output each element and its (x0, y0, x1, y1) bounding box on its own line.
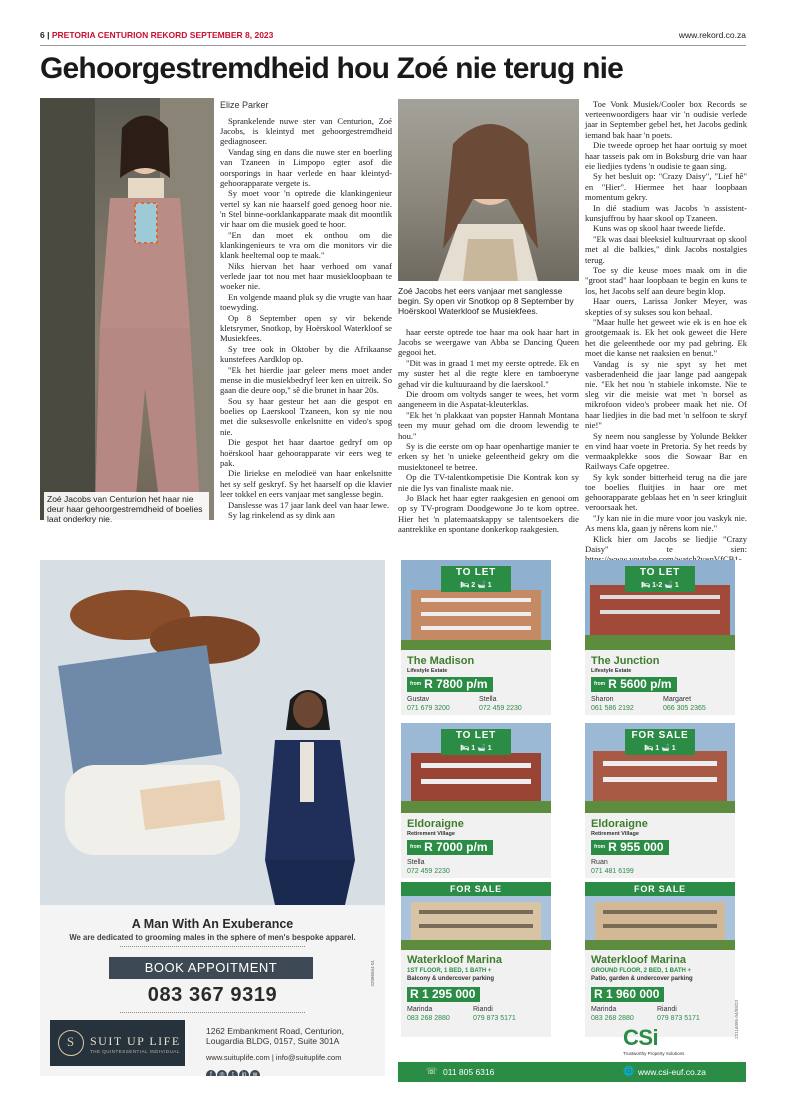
listing-estate: Retirement Village (591, 831, 639, 837)
suitup-address: 1262 Embankment Road, Centurion, Lougardia BLDG, 0157, Suite 301A (206, 1026, 344, 1046)
suitup-slogan: A Man With An Exuberance (131, 917, 294, 931)
contact-number[interactable]: 071 679 3200 (407, 705, 450, 712)
listing-contact (657, 1005, 700, 1023)
listing-contact (591, 695, 634, 713)
listing-detail: GROUND FLOOR, 2 BED, 1 BATH + (591, 968, 692, 974)
article-paragraph: En volgende maand pluk sy die vrugte van haar toewyding. (220, 291, 392, 313)
ribbon-label: FOR SALE (631, 730, 689, 741)
header-website[interactable]: www.rekord.co.za (678, 30, 746, 40)
price-value: R 7000 p/m (424, 840, 488, 854)
linkedin-icon[interactable]: in (239, 1070, 249, 1076)
contact-name: Sharon (591, 696, 614, 703)
listing-name: The Madison (407, 655, 475, 667)
page-number: 6 (40, 30, 45, 40)
article-paragraph: Die droom om voltyds sanger te wees, het vorm aangeneem in die Aspatat-kleuterklas. (398, 389, 579, 410)
article-paragraph: Kuns was op skool haar tweede liefde. (593, 223, 726, 234)
csi-logo-mark: CSi (623, 1025, 659, 1050)
suitup-brand: SUIT UP LIFE (90, 1034, 181, 1048)
article-headline: Gehoorgestremdheid hou Zoé nie terug nie (40, 52, 624, 85)
listing-detail: Balcony & undercover parking (407, 976, 495, 982)
suitup-divider (120, 946, 305, 947)
article-paragraph: Sprankelende nuwe ster van Centurion, Zoé Jacobs, is kleintyd met gehoorgestremdheid gediagnoseer. (220, 116, 392, 147)
price-prefix: from (594, 844, 606, 851)
price-value: R 5600 p/m (608, 677, 672, 691)
article-paragraph: Toe sy die keuse moes maak om in die "groot stad" haar loopbaan te begin en kuns te los, het Jacobs self aan deure begin klop. (585, 265, 747, 296)
listing-name: Eldoraigne (407, 818, 464, 830)
suitup-brand-tagline: THE QUINTESSENTIAL INDIVIDUAL (90, 1049, 180, 1054)
ribbon-label: TO LET (639, 567, 681, 578)
article-photo-secondary (398, 99, 579, 281)
listing-ribbon: FOR SALE (401, 882, 551, 896)
price-value: R 955 000 (608, 840, 664, 854)
contact-number[interactable]: 083 268 2880 (407, 1015, 450, 1022)
suitup-social-icons (206, 1063, 261, 1076)
listing-contact (663, 695, 706, 713)
listing-card-junction[interactable] (585, 560, 735, 715)
contact-number[interactable]: 079 873 5171 (473, 1015, 516, 1022)
article-paragraph: Op die TV-talentkompetisie Die Kontrak kon sy nie die lys van finaliste maak nie. (398, 472, 579, 493)
article-paragraph: In dié stadium was Jacobs 'n assistent-kunsjuffrou by haar skool op Tzaneen. (585, 202, 747, 223)
article-paragraph: Sou sy haar gesteur het aan die gespot en boelies op Laerskool Tzaneen, kon sy nie nou met die suksesvolle enkelsnitte en video's spog nie. (220, 395, 392, 437)
listing-estate: Lifestyle Estate (591, 668, 632, 674)
contact-name: Ruan (591, 859, 608, 866)
listing-estate: Lifestyle Estate (407, 668, 448, 674)
article-byline: Elize Parker (220, 100, 269, 110)
bed-bath-icons: 🛏 1-2 🛁 1 (641, 582, 679, 589)
price-prefix: from (410, 681, 422, 688)
header-rule (40, 45, 746, 46)
suitup-logo (50, 1020, 185, 1066)
csi-website[interactable]: www.csi-euf.co.za (638, 1067, 707, 1077)
listing-name: Waterkloof Marina (591, 954, 686, 966)
csi-phone[interactable]: 011 805 6316 (443, 1067, 495, 1077)
csi-ad-code: 22116095-04/09/23 (734, 1000, 739, 1039)
listing-contact (591, 858, 634, 876)
suitup-advert[interactable] (40, 560, 385, 1076)
listing-card-marina-1[interactable] (401, 882, 551, 1037)
article-paragraph: "En dan moet ek onthou om die klankingenieurs te vra om die monitors vir die klank heeltemal oop te maak." (220, 229, 392, 261)
header-left (40, 30, 273, 40)
article-column-2 (398, 327, 579, 535)
article-paragraph: "Ek was daai bleeksiel kultuurvraat op skool met al die balkies," dink Jacobs nostalgies terug. (585, 234, 747, 265)
article-paragraph: Sy het besluit op: "Crazy Daisy", "Lief hê" en "Hier". Hiermee het haar loopbaan momentum gekry. (585, 171, 747, 202)
article-paragraph: haar eerste optrede toe haar ma ook haar hart in Jacobs se weergawe van Abba se Dancing Queen gegooi het. (398, 327, 579, 358)
twitter-icon[interactable]: t (228, 1070, 238, 1076)
article-paragraph: Sy tree ook in Oktober by die Afrikaanse kunstefees Aardklop op. (220, 343, 392, 365)
listing-price (591, 677, 677, 692)
photo-secondary-caption: Zoé Jacobs het eers vanjaar met sanglesse begin. Sy open vir Snotkop op 8 September by Hoërskool Waterkloof se Musiekfees. (398, 286, 574, 316)
article-paragraph: "Jy kan nie in die mure voor jou vaskyk nie. As mens kla, gaan jy nêrens kom nie." (585, 513, 747, 534)
suitup-logo-initial: S (66, 1034, 75, 1049)
price-prefix: from (594, 681, 606, 688)
csi-contact-bar (398, 1062, 746, 1082)
listing-name: Eldoraigne (591, 818, 648, 830)
article-paragraph: Toe Vonk Musiek/Cooler box Records se verteenwoordigers haar vir 'n oudisie verlede jaar in September gebel het, het Jacobs gedink iemand bak haar 'n poets. (585, 99, 747, 140)
article-column-3 (585, 99, 747, 575)
suitup-divider-2 (120, 1012, 305, 1013)
suitup-ad-code: 22086564-01 (370, 960, 375, 987)
suitup-phone[interactable]: 083 367 9319 (147, 984, 278, 1006)
price-value: R 7800 p/m (424, 677, 488, 691)
suitup-web[interactable]: www.suituplife.com | info@suituplife.com (206, 1053, 342, 1062)
phone-icon: ☏ (426, 1066, 438, 1076)
listing-price: R 1 295 000 (407, 987, 480, 1002)
article-paragraph: "Ek het 'n plakkaat van popster Hannah Montana teen my muur gehad om die droom lewendig te hou." (398, 410, 579, 441)
contact-name: Riandi (657, 1006, 677, 1013)
advert-illustration (40, 560, 385, 905)
page-header (40, 30, 746, 44)
contact-name: Riandi (473, 1006, 493, 1013)
contact-name: Stella (407, 859, 425, 866)
listing-ribbon (441, 566, 511, 592)
article-paragraph: "Maar hulle het geweet wie ek is en hoe ek grootgemaak is. Ek het ook geweet die Here het die geleenthede oor my pad gebring. Ek moet die kanse net raaksien en benut." (585, 317, 747, 358)
listing-name: Waterkloof Marina (407, 954, 502, 966)
ribbon-label: TO LET (455, 567, 497, 578)
article-column-1 (220, 116, 392, 521)
article-paragraph: Die gespot het haar daartoe gedryf om op hoërskool haar gehoorapparate vir eers weg te pak. (220, 437, 392, 468)
listing-contact (407, 1005, 450, 1023)
listing-card-marina-2[interactable] (585, 882, 735, 1037)
photo-main-caption: Zoé Jacobs van Centurion het haar nie deur haar gehoorgestremdheid of boelies laat onderkry nie. (44, 492, 209, 526)
article-paragraph: Vandag sing en dans die nuwe ster en boerling van Tzaneen in Limpopo egter asof die oorsporings in haar verlede en haar kleintyd-gehoorapparate vergete is. (220, 147, 392, 188)
article-paragraph: Danslesse was 17 jaar lank deel van haar lewe. (228, 499, 390, 510)
instagram-icon[interactable]: ◎ (217, 1070, 227, 1076)
listing-ribbon: FOR SALE (585, 882, 735, 896)
listing-estate: Retirement Village (407, 831, 455, 837)
listing-card-eldoraigne-sale[interactable] (585, 723, 735, 878)
listing-name: The Junction (591, 655, 660, 667)
article-paragraph: Jo Black het haar egter raakgesien en genooi om op sy TV-program Doodgewone Jo te kom optree. Hier het 'n platemaatskappy se talentsoekers die aantreklike en spontane donkerkop raakgesien. (398, 493, 579, 534)
ribbon-label: TO LET (455, 730, 497, 741)
suitup-subslogan: We are dedicated to grooming males in the sphere of men's bespoke apparel. (69, 933, 356, 942)
article-paragraph: Klick hier om Jacobs se liedjie "Crazy Daisy" te sien: (585, 534, 747, 555)
book-appointment-button[interactable]: BOOK APPOITMENT (109, 957, 313, 979)
listing-ribbon (441, 729, 511, 755)
globe-icon: 🌐 (623, 1066, 635, 1076)
csi-logo (623, 1025, 684, 1056)
listing-contact (591, 1005, 634, 1023)
photo-illustration (398, 99, 579, 281)
article-paragraph: Die tweede oproep het haar oortuig sy moet haar tasseis pak om in Boksburg drie van haar eie liedjies tydens 'n oudisie te gaan sing. (585, 140, 747, 171)
article-paragraph: Sy is die eerste om op haar openhartige manier te erken sy het 'n unieke geleentheid gekry om die musiektoneel te betree. (398, 441, 579, 472)
contact-name: Gustav (407, 696, 430, 703)
bed-bath-icons: 🛏 1 🛁 1 (644, 745, 676, 752)
listing-detail: 1ST FLOOR, 1 BED, 1 BATH + (407, 968, 492, 974)
listing-price: R 1 960 000 (591, 987, 664, 1002)
whatsapp-icon[interactable]: w (250, 1070, 260, 1076)
contact-number[interactable]: 072 459 2230 (479, 705, 522, 712)
price-prefix: from (410, 844, 422, 851)
listing-contact (473, 1005, 516, 1023)
listing-contact (479, 695, 522, 713)
article-paragraph: Vandag is sy nie spyt sy het met vasberadenheid die jaar lange pad aangepak nie. "Ek het nou 'n stabiele inkomste. Nie te sleg vir die meisie wat met 'n borsel as mikrofoon video's probeer maak het nie. Of haar liedjies in die bad met 'n selfoon te skryf nie!" (585, 358, 747, 430)
article-paragraph: Sy kyk sonder bitterheid terug na die jare toe boelies fluitjies in haar ore met gehoorapparate geblaas het en 'n seer kringluit veroorsaak het. (585, 471, 747, 513)
article-paragraph: "Ek het hierdie jaar geleer mens moet ander mense in die musiekbedryf leer ken en uitreik. So gaan die deure oop," sê die brunet in haar 20s. (220, 364, 392, 396)
article-paragraph: Sy neem nou sanglesse by Yolunde Bekker en vind haar voete in Pretoria. Sy het reeds by vermaakplekke soos die Sowaar Bar en Railways Cafe opgetree. (585, 430, 747, 472)
listing-contact (407, 695, 450, 713)
photo-illustration (40, 98, 214, 520)
csi-property-advert[interactable] (398, 560, 746, 1082)
listing-ribbon (625, 566, 695, 592)
contact-number[interactable]: 071 481 6199 (591, 868, 634, 875)
listing-price (407, 840, 493, 855)
suitup-photo-collage (40, 560, 385, 905)
contact-number[interactable]: 083 268 2880 (591, 1015, 634, 1022)
article-paragraph: "Dit was in graad 1 met my eerste optrede. Ek en my suster het al die regte klere en tamboeryne gehad vir die kultuuraand by die laerskool." (398, 358, 579, 389)
article-photo-main (40, 98, 214, 520)
contact-name: Margaret (663, 696, 692, 703)
listing-ribbon (625, 729, 695, 755)
header-separator: | (47, 30, 50, 40)
article-paragraph: Haar ouers, Larissa Jonker Meyer, was skepties of sy sukses sou kon behaal. (585, 296, 747, 317)
bed-bath-icons: 🛏 2 🛁 1 (460, 582, 492, 589)
contact-name: Stella (479, 696, 497, 703)
article-paragraph: Niks hiervan het haar verhoed om vanaf verlede jaar tot nou met haar musiekloopbaan te woeker nie. (220, 260, 392, 292)
article-paragraph: Sy lag rinkelend as sy dink aan (228, 510, 335, 521)
contact-name: Marinda (407, 1006, 433, 1013)
listing-card-madison[interactable] (401, 560, 551, 715)
listing-price (407, 677, 493, 692)
facebook-icon[interactable]: f (206, 1070, 216, 1076)
listing-detail: Patio, garden & undercover parking (591, 976, 693, 982)
bed-bath-icons: 🛏 1 🛁 1 (460, 745, 492, 752)
listing-price (591, 840, 669, 855)
publication-name: PRETORIA CENTURION REKORD SEPTEMBER 8, 2023 (51, 30, 274, 40)
contact-number[interactable]: 066 305 2365 (663, 705, 706, 712)
contact-name: Marinda (591, 1006, 617, 1013)
article-paragraph: Sy moet voor 'n optrede die klankingenieur vertel sy kan nie haarself goed genoeg hoor nie. 'n Stel binne-oorklankapparate maak dit moontlik vir haar om die musiek goed te hoor. (220, 188, 392, 230)
contact-number[interactable]: 079 873 5171 (657, 1015, 700, 1022)
article-paragraph: Op 8 September open sy vir bekende kletsrymer, Snotkop, by Hoërskool Waterkloof se Musiekfees. (220, 312, 392, 344)
contact-number[interactable]: 061 586 2192 (591, 705, 634, 712)
suitup-logo-emblem (58, 1030, 84, 1056)
csi-logo-tagline: Trustworthy Property Solutions (623, 1051, 685, 1056)
listing-card-eldoraigne-let[interactable] (401, 723, 551, 878)
listing-contact (407, 858, 450, 876)
contact-number[interactable]: 072 459 2230 (407, 868, 450, 875)
article-paragraph: Die liriekse en melodieë van haar enkelsnitte het sy self geskryf. Sy het haarself op die klavier leer tokkel en eers vanjaar met sanglesse begin. (220, 468, 392, 499)
